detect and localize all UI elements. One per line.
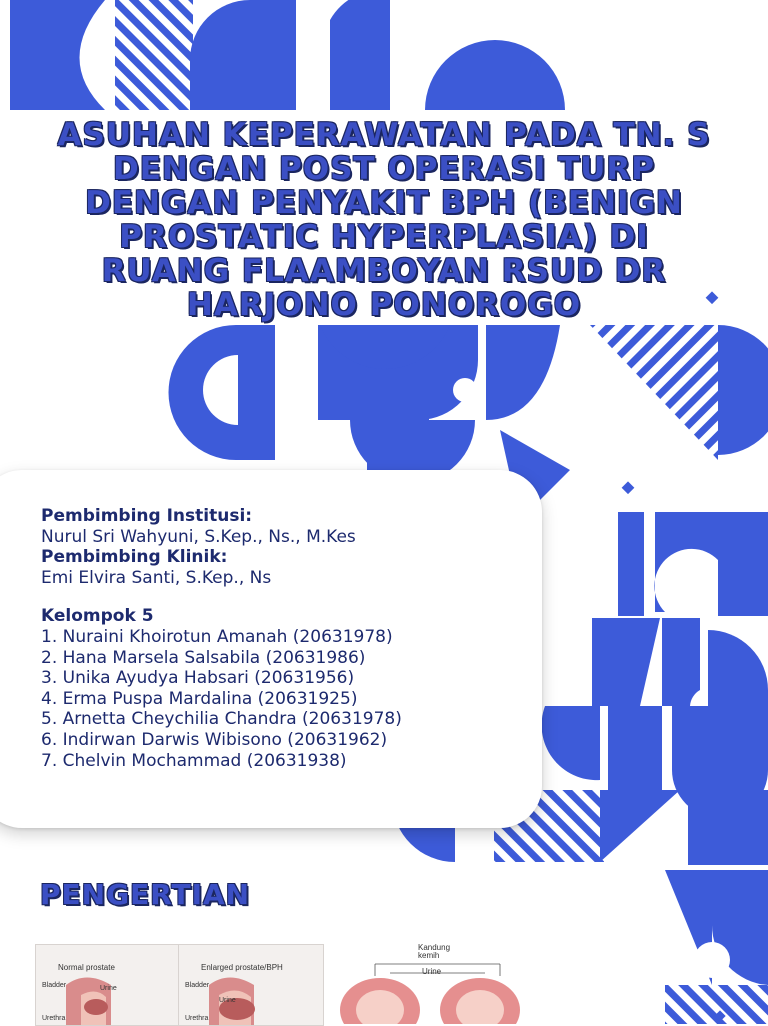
urine-label: Urine bbox=[100, 985, 117, 992]
pembimbing-klinik-name: Emi Elvira Santi, S.Kep., Ns bbox=[41, 568, 541, 589]
urethra-label: Urethra bbox=[42, 1015, 65, 1022]
slide-title bbox=[24, 118, 744, 322]
bladder-label: Bladder bbox=[42, 982, 66, 989]
title-line: DENGAN POST OPERASI TURP bbox=[24, 152, 744, 186]
title-line: ASUHAN KEPERAWATAN PADA TN. S bbox=[24, 118, 744, 152]
pembimbing-institusi-name: Nurul Sri Wahyuni, S.Kep., Ns., M.Kes bbox=[41, 527, 541, 548]
kelompok-label: Kelompok 5 bbox=[41, 606, 541, 627]
title-line: DENGAN PENYAKIT BPH (BENIGN bbox=[24, 186, 744, 220]
member-item: 7. Chelvin Mochammad (20631938) bbox=[41, 751, 541, 772]
member-item: 1. Nuraini Khoirotun Amanah (20631978) bbox=[41, 627, 541, 648]
bladder-label: Bladder bbox=[185, 982, 209, 989]
member-item: 5. Arnetta Cheychilia Chandra (20631978) bbox=[41, 709, 541, 730]
figure-normal-prostate bbox=[35, 944, 181, 1026]
title-line: RUANG FLAAMBOYAN RSUD DR bbox=[24, 254, 744, 288]
urine-label: Urine bbox=[219, 997, 236, 1004]
urethra-label: Urethra bbox=[185, 1015, 208, 1022]
member-item: 3. Unika Ayudya Habsari (20631956) bbox=[41, 668, 541, 689]
pembimbing-klinik-label: Pembimbing Klinik: bbox=[41, 547, 541, 568]
top-shape-row bbox=[10, 0, 565, 110]
section-heading: PENGERTIAN bbox=[40, 878, 250, 911]
figure-enlarged-prostate bbox=[178, 944, 324, 1026]
title-line: PROSTATIC HYPERPLASIA) DI bbox=[24, 220, 744, 254]
urine-label: Urine bbox=[422, 967, 441, 976]
pembimbing-institusi-label: Pembimbing Institusi: bbox=[41, 506, 541, 527]
kandung-kemih-label: Kandung kemih bbox=[418, 944, 450, 960]
spacer bbox=[41, 588, 541, 606]
title-line: HARJONO PONOROGO bbox=[24, 288, 744, 322]
info-card-text bbox=[41, 506, 541, 771]
member-item: 6. Indirwan Darwis Wibisono (20631962) bbox=[41, 730, 541, 751]
panel-caption: Enlarged prostate/BPH bbox=[201, 963, 283, 972]
member-item: 4. Erma Puspa Mardalina (20631925) bbox=[41, 689, 541, 710]
figure-bladder-cross-section bbox=[330, 944, 530, 1024]
panel-caption: Normal prostate bbox=[58, 963, 115, 972]
member-item: 2. Hana Marsela Salsabila (20631986) bbox=[41, 648, 541, 669]
